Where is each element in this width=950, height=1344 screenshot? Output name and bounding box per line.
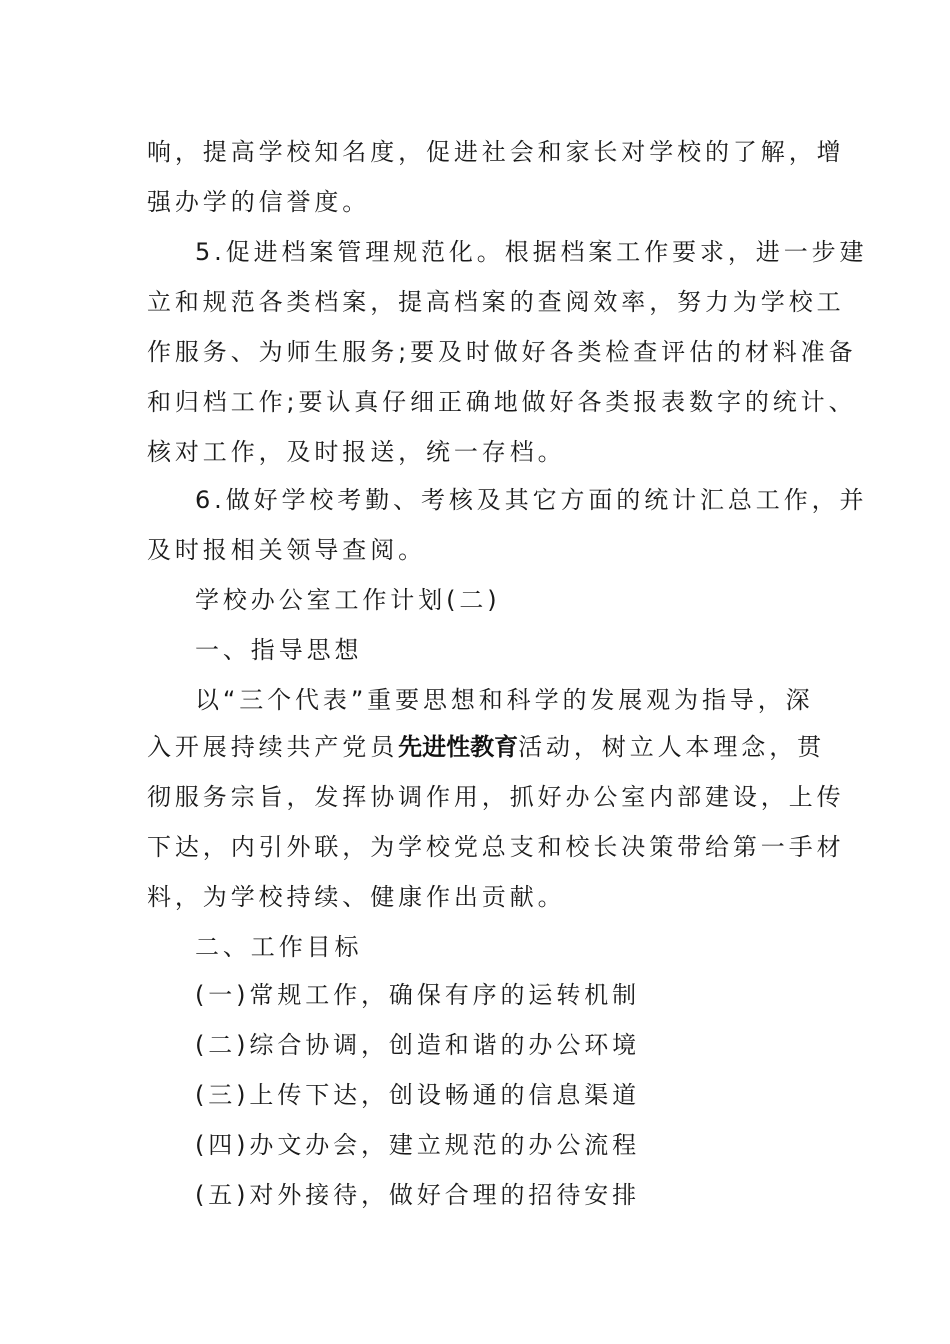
text-line-13-part-2: 活动，树立人本理念，贯: [518, 733, 826, 761]
goal-item-5: (五)对外接待，做好合理的招待安排: [195, 1181, 641, 1209]
text-line-3: 5.促进档案管理规范化。根据档案工作要求，进一步建: [195, 238, 868, 266]
text-line-8: 6.做好学校考勤、考核及其它方面的统计汇总工作，并: [195, 486, 868, 514]
text-line-6: 和归档工作;要认真仔细正确地做好各类报表数字的统计、: [147, 388, 857, 416]
text-line-2: 强办学的信誉度。: [147, 188, 371, 216]
heading-work-goals: 二、工作目标: [195, 933, 363, 961]
text-line-15: 下达，内引外联，为学校党总支和校长决策带给第一手材: [147, 833, 845, 861]
text-line-13-part-1: 入开展持续共产党员: [147, 733, 399, 761]
section-title: 学校办公室工作计划(二): [195, 586, 501, 614]
text-line-7: 核对工作，及时报送，统一存档。: [147, 438, 566, 466]
text-line-4: 立和规范各类档案，提高档案的查阅效率，努力为学校工: [147, 288, 845, 316]
text-line-12: 以“三个代表”重要思想和科学的发展观为指导，深: [195, 686, 814, 714]
text-line-16: 料，为学校持续、健康作出贡献。: [147, 883, 566, 911]
highlighted-term: 先进性教育: [398, 733, 519, 761]
text-line-13: [147, 722, 826, 772]
goal-item-4: (四)办文办会，建立规范的办公流程: [195, 1131, 641, 1159]
goal-item-3: (三)上传下达，创设畅通的信息渠道: [195, 1081, 641, 1109]
goal-item-1: (一)常规工作，确保有序的运转机制: [195, 981, 641, 1009]
text-line-5: 作服务、为师生服务;要及时做好各类检查评估的材料准备: [147, 338, 857, 366]
goal-item-2: (二)综合协调，创造和谐的办公环境: [195, 1031, 641, 1059]
text-line-9: 及时报相关领导查阅。: [147, 536, 426, 564]
text-line-1: 响，提高学校知名度，促进社会和家长对学校的了解，增: [147, 138, 845, 166]
text-line-14: 彻服务宗旨，发挥协调作用，抓好办公室内部建设，上传: [147, 783, 845, 811]
heading-guiding-thought: 一、指导思想: [195, 636, 363, 664]
